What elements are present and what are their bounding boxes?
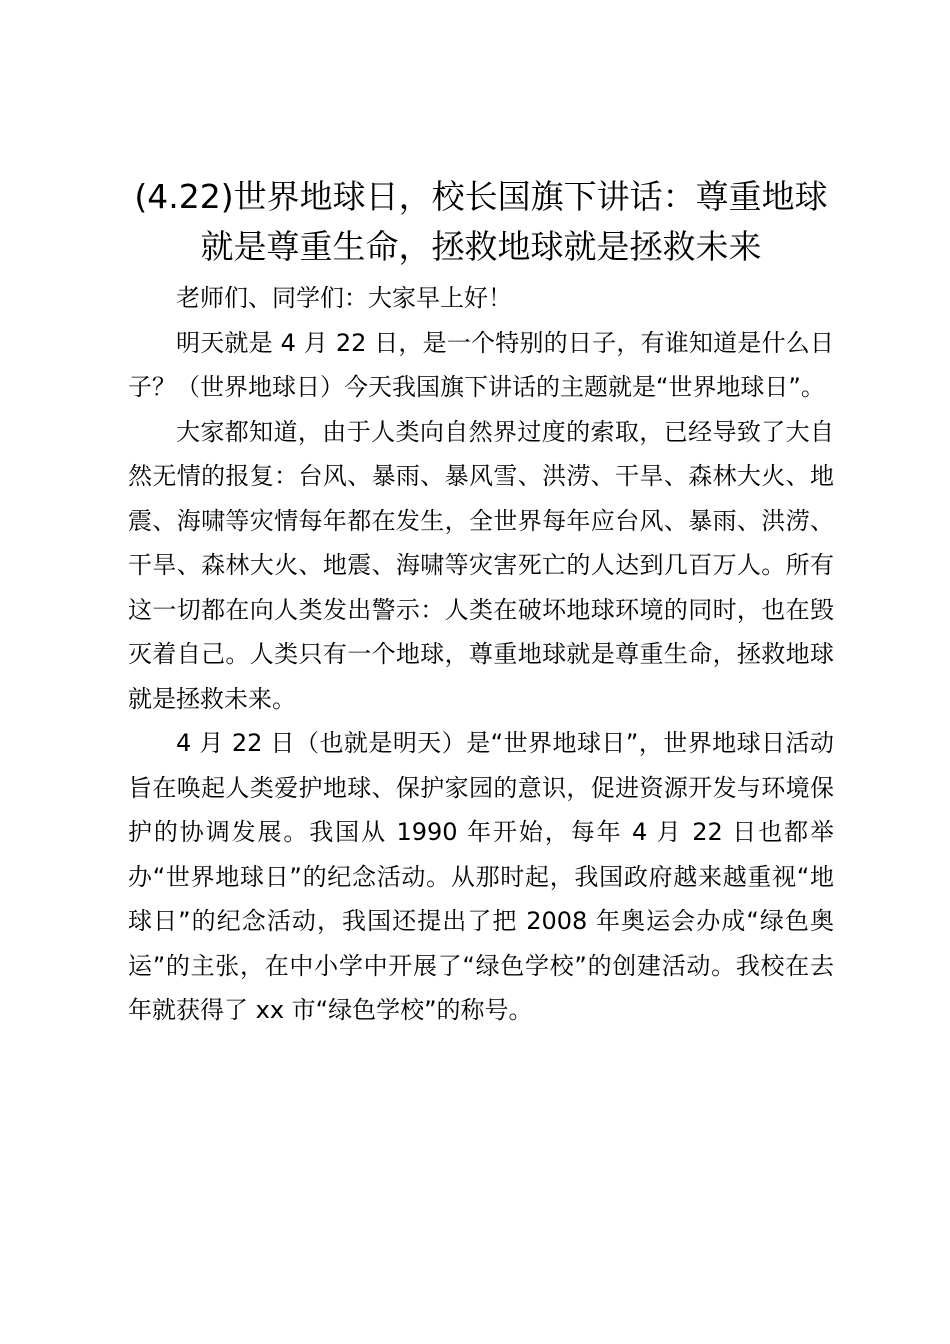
paragraph-greeting: 老师们、同学们：大家早上好！ [176, 284, 512, 312]
paragraph-disasters: 大家都知道，由于人类向自然界过度的索取，已经导致了大自然无情的报复：台风、暴雨、暴风雪、洪涝、干旱、森林大火、地震、海啸等灾情每年都在发生，全世界每年应台风、暴雨、洪涝、干旱、森林大火、地震、海啸等灾害死亡的人达到几百万人。所有这一切都在向人类发出警示：人类在破坏地球环境的同时，也在毁灭着自己。人类只有一个地球，尊重地球就是尊重生命，拯救地球就是拯救未来。 [128, 417, 834, 713]
paragraph-earth-day: 4 月 22 日（也就是明天）是“世界地球日”，世界地球日活动旨在唤起人类爱护地球、保护家园的意识，促进资源开发与环境保护的协调发展。我国从 1990 年开始，每年 4 月 22 日也都举办“世界地球日”的纪念活动。从那时起，我国政府越来越重视“地球日”的纪念活动，我国还提出了把 2008 年奥运会办成“绿色奥运”的主张，在中小学中开展了“绿色学校”的创建活动。我校在去年就获得了 xx 市“绿色学校”的称号。 [128, 729, 834, 1024]
document-content [128, 172, 834, 1033]
document-title: (4.22)世界地球日，校长国旗下讲话：尊重地球就是尊重生命，拯救地球就是拯救未来 [134, 177, 828, 266]
paragraph-intro: 明天就是 4 月 22 日，是一个特别的日子，有谁知道是什么日子？（世界地球日）今天我国旗下讲话的主题就是“世界地球日”。 [128, 328, 834, 401]
document-body [128, 276, 834, 1033]
